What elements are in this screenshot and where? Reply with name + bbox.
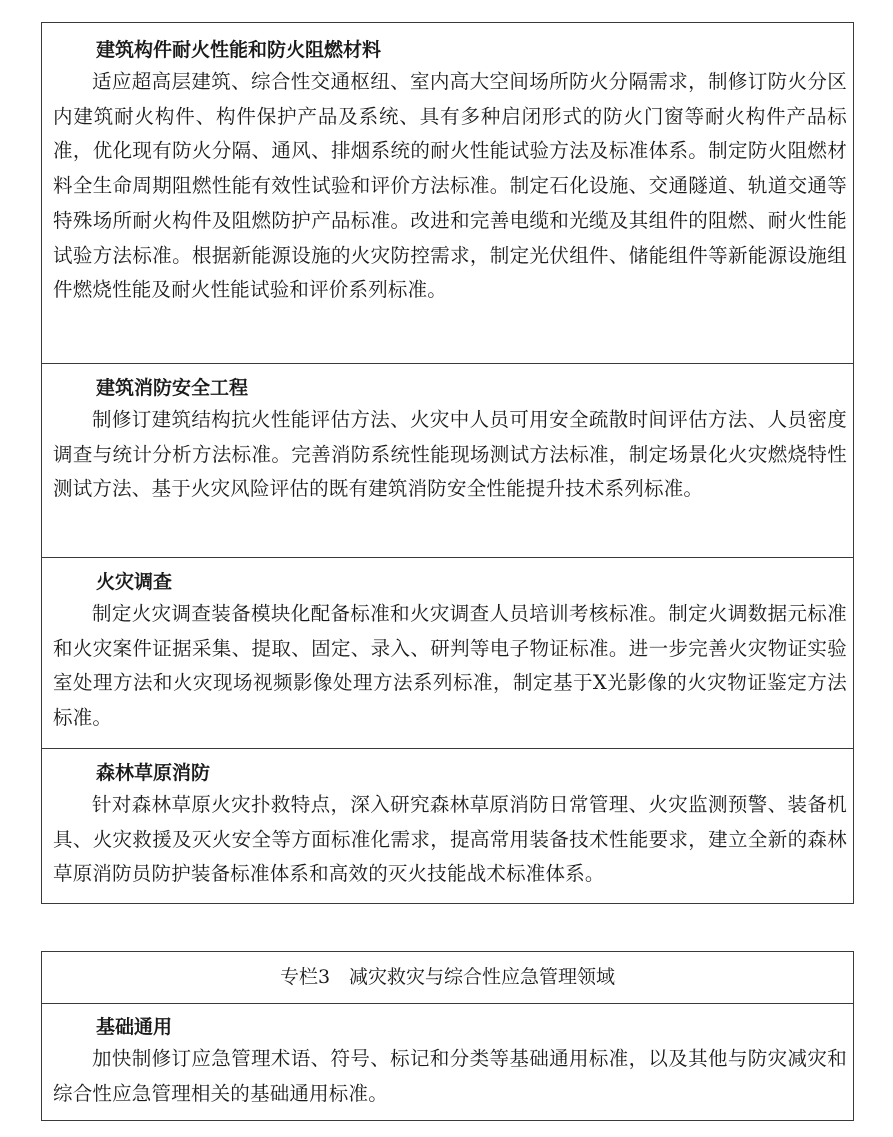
section-heading: 森林草原消防 xyxy=(96,762,211,784)
section-heading: 基础通用 xyxy=(96,1016,173,1038)
section-body: 加快制修订应急管理术语、符号、标记和分类等基础通用标准，以及其他与防灾减灾和综合性应急管理相关的基础通用标准。 xyxy=(53,1047,847,1105)
section-forest-grassland-firefighting xyxy=(42,748,853,905)
section-building-fire-safety-engineering xyxy=(42,363,853,557)
section-heading: 建筑消防安全工程 xyxy=(96,377,249,399)
section-basic-general xyxy=(42,1003,853,1122)
section-body: 针对森林草原火灾扑救特点，深入研究森林草原消防日常管理、火灾监测预警、装备机具、火灾救援及灭火安全等方面标准化需求，提高常用装备技术性能要求，建立全新的森林草原消防员防护装备标准体系和高效的灭火技能战术标准体系。 xyxy=(53,793,847,886)
column3-title: 专栏3 减灾救灾与综合性应急管理领域 xyxy=(42,952,853,1004)
column3-table xyxy=(41,951,854,1121)
section-body: 制定火灾调查装备模块化配备标准和火灾调查人员培训考核标准。制定火调数据元标准和火灾案件证据采集、提取、固定、录入、研判等电子物证标准。进一步完善火灾物证实验室处理方法和火灾现场视频影像处理方法系列标准，制定基于X光影像的火灾物证鉴定方法标准。 xyxy=(53,602,847,730)
section-fire-resistance-materials xyxy=(42,23,853,363)
section-heading: 建筑构件耐火性能和防火阻燃材料 xyxy=(96,39,382,61)
standards-table-continued xyxy=(41,22,854,904)
section-body: 制修订建筑结构抗火性能评估方法、火灾中人员可用安全疏散时间评估方法、人员密度调查与统计分析方法标准。完善消防系统性能现场测试方法标准，制定场景化火灾燃烧特性测试方法、基于火灾风险评估的既有建筑消防安全性能提升技术系列标准。 xyxy=(53,408,847,501)
section-fire-investigation xyxy=(42,557,853,748)
section-body: 适应超高层建筑、综合性交通枢纽、室内高大空间场所防火分隔需求，制修订防火分区内建筑耐火构件、构件保护产品及系统、具有多种启闭形式的防火门窗等耐火构件产品标准，优化现有防火分隔、通风、排烟系统的耐火性能试验方法及标准体系。制定防火阻燃材料全生命周期阻燃性能有效性试验和评价方法标准。制定石化设施、交通隧道、轨道交通等特殊场所耐火构件及阻燃防护产品标准。改进和完善电缆和光缆及其组件的阻燃、耐火性能试验方法标准。根据新能源设施的火灾防控需求，制定光伏组件、储能组件等新能源设施组件燃烧性能及耐火性能试验和评价系列标准。 xyxy=(53,70,847,302)
section-heading: 火灾调查 xyxy=(96,571,173,593)
